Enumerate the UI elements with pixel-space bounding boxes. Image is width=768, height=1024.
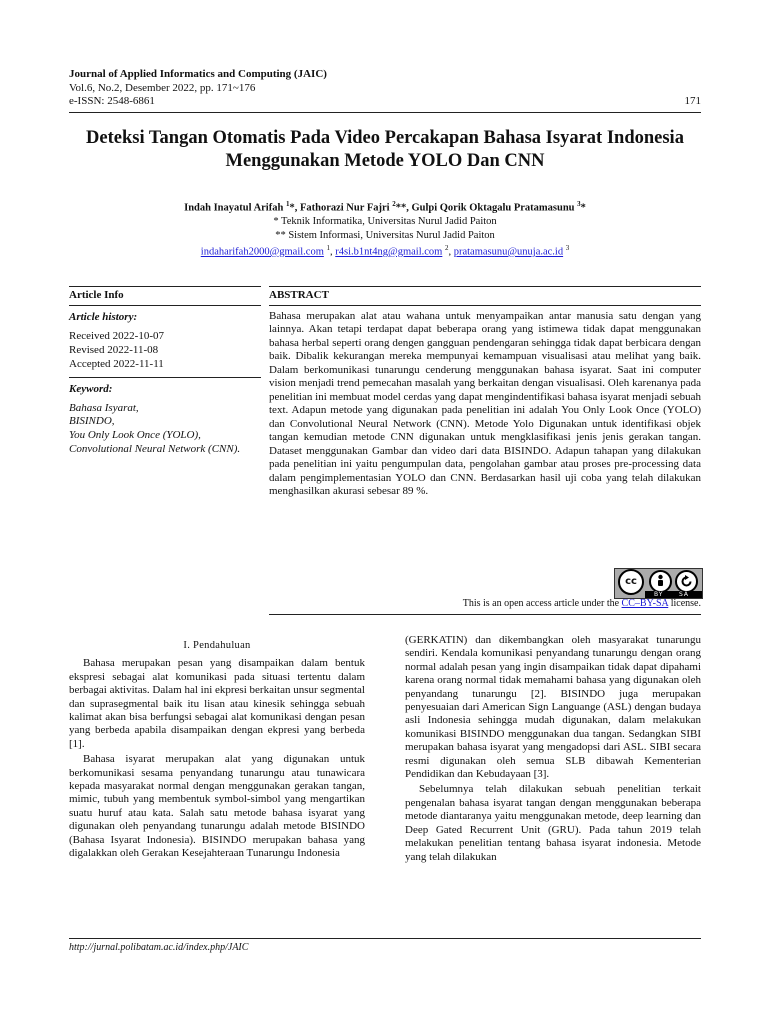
email-link-1[interactable]: indaharifah2000@gmail.com — [200, 246, 324, 258]
author-3: Gulpi Qorik Oktagalu Pratamasunu — [411, 202, 578, 214]
article-info — [69, 286, 261, 456]
badge-sa-label: SA — [679, 591, 690, 598]
article-info-heading: Article Info — [69, 286, 261, 306]
keyword-item: Convolutional Neural Network (CNN). — [69, 442, 241, 455]
email-1-sup: 1 — [326, 244, 330, 252]
body-paragraph: (GERKATIN) dan dikembangkan oleh masyarakat tunarungu sendiri. Kendala komunikasi penyandang tunarungu dengan orang normal adalah pesan yang ingin disampaikan tidak dapat dipahami karena orang normal tidak memahami bahasa yang digunakan oleh penyandang tunarungu [2]. BISINDO juga merupakan penyesuaian dari American Sign Languange (ASL) dengan budaya asli Indonesia sehingga mudah digunakan, dalam melakukan komunikasi BISINDO menggunakan dua tangan. Sedangkan SIBI merupakan bahasa isyarat yang mengadopsi dari ASL. SIBI secara resmi digunakan oleh semua SLB dibawah Kementerian Pendidikan dan Kebudayaan [3]. — [405, 634, 701, 781]
badge-by-label: BY — [654, 591, 664, 598]
journal-issn: e-ISSN: 2548-6861 — [69, 95, 155, 107]
header-divider — [69, 112, 701, 113]
author-names — [69, 198, 701, 215]
accepted-date: Accepted 2022-11-11 — [69, 358, 164, 371]
abstract — [269, 286, 701, 499]
abstract-bottom-divider — [269, 614, 701, 615]
email-link-3[interactable]: pratamasunu@unuja.ac.id — [453, 246, 564, 258]
author-2: Fathorazi Nur Fajri — [299, 202, 393, 214]
footer-url[interactable]: http://jurnal.polibatam.ac.id/index.php/JAIC — [69, 942, 249, 953]
license-link[interactable]: CC–BY-SA — [621, 598, 669, 609]
cc-by-sa-badge[interactable] — [614, 568, 703, 599]
journal-volume: Vol.6, No.2, Desember 2022, pp. 171~176 — [69, 81, 256, 94]
section-title — [69, 639, 365, 652]
affiliation-1: * Teknik Informatika, Universitas Nurul Jadid Paiton — [273, 216, 497, 227]
paper-title: Deteksi Tangan Otomatis Pada Video Percakapan Bahasa Isyarat Indonesia Menggunakan Metode YOLO Dan CNN — [86, 128, 684, 171]
section-title-text: I. Pendahuluan — [183, 640, 251, 651]
license-note — [269, 598, 701, 609]
email-link-2[interactable]: r4si.b1nt4ng@gmail.com — [335, 246, 443, 258]
email-sep-1: , — [330, 246, 336, 258]
article-history — [69, 329, 261, 371]
journal-header — [69, 68, 701, 109]
footer-divider — [69, 938, 701, 939]
body-paragraph: Sebelumnya telah dilakukan sebuah penelitian terkait pengenalan bahasa isyarat tangan dengan menggunakan beberapa metode diantaranya yaitu menggunakan metode, deep learning dan Deep Gated Recurrent Unit (GRU). Pada tahun 2019 telah melakukan penelitian tentang bahasa isyarat indonesia. Metode yang telah dilakukan — [405, 783, 701, 863]
email-3-sup: 3 — [565, 244, 570, 252]
author-1-mark: *, — [289, 202, 300, 214]
affiliation-2: ** Sistem Informasi, Universitas Nurul Jadid Paiton — [275, 229, 495, 241]
page-number: 171 — [684, 95, 701, 107]
author-3-sup: 3 — [577, 200, 581, 208]
author-1: Indah Inayatul Arifah — [184, 202, 286, 214]
badge-strip — [645, 591, 702, 598]
license-note-suffix: license. — [668, 598, 701, 609]
body-paragraph: Bahasa merupakan pesan yang disampaikan dalam bentuk ekspresi sebagai alat komunikasi pada situasi tertentu dalam berbagai aktivitas. Dalam hal ini ekpresi berkaitan unsur segmental dan suprasegmental baik itu lisan atau kinesik sehingga sebuah kalimat akan bisa berfungsi sebagai alat komunikasi dengan pesan yang berbeda apabila disampaikan dengan ekpresi yang berbeda [1]. — [69, 657, 365, 750]
author-1-sup: 1 — [285, 200, 290, 208]
author-2-mark: **, — [395, 202, 412, 214]
abstract-heading: ABSTRACT — [269, 286, 701, 306]
cc-icon: cc — [618, 569, 644, 595]
keyword-item: Bahasa Isyarat, — [69, 401, 139, 414]
keyword-item: You Only Look Once (YOLO), — [69, 428, 201, 441]
author-emails — [69, 242, 701, 259]
email-sep-2: , — [448, 246, 454, 258]
body-column-left — [69, 634, 365, 863]
journal-name: Journal of Applied Informatics and Computing (JAIC) — [69, 68, 327, 80]
keyword-divider — [69, 377, 261, 378]
keyword-item: BISINDO, — [69, 415, 115, 428]
keyword-heading: Keyword: — [69, 383, 113, 396]
keyword-list — [69, 402, 261, 456]
author-3-mark: * — [580, 202, 586, 214]
license-note-text: This is an open access article under the — [462, 598, 622, 609]
share-alike-icon — [675, 570, 698, 593]
received-date: Received 2022-10-07 — [69, 330, 164, 343]
email-2-sup: 2 — [444, 244, 449, 252]
author-block — [69, 198, 701, 259]
revised-date: Revised 2022-11-08 — [69, 344, 159, 357]
abstract-text: Bahasa merupakan alat atau wahana untuk menyampaikan antar manusia satu dengan yang lainnya. Akan tetapi terdapat dapat beberapa orang yang istimewa tidak dapat menggunakan bahasa herbal seperti orang dengen gangguan pendengaran sehingga tidak dapat berbicara dengan baik. Dibalik kekurangan mereka mempunyai kemampuan visualisasi atau melihat yang baik. Dalam berkomunikasi tunarungu cenderung menggunakan bahasa isyarat. Saat ini computer vision menjadi trend pemecahan masalah yang berkaitan dengan visualisasi. Oleh karenanya pada penelitian ini membuat model cerdas yang dapat mengindentifikasi bahasa isyarat menjadi sebuah text. Adapun metode yang digunakan pada penelitian ini adalah You Only Look Once (YOLO) dan Convolutional Neural Network (CNN). Metode Yolo Digunakan untuk identifikasi objek tangan kemudian metode CNN digunakan untuk mengklasifikasi jenis jenis gerakan tangan. Dataset menggunakan Gambar dan video dari data BISINDO. Adapun tahapan yang dilakukan pada penelitian ini yaitu pengumpulan data, pengolahan gambar atau proses pre-processing data dalam pengimplementasian YOLO dan CNN. Berdasarkan hasil uji coba yang telah dilakukan menghasilkan akurasi sebesar 89 %. — [269, 309, 701, 497]
body-column-right — [405, 634, 701, 866]
article-history-heading: Article history: — [69, 310, 138, 323]
body-paragraph: Bahasa isyarat merupakan alat yang digunakan untuk berkomunikasi sesama penyandang tunarungu atau tunawicara kepada masyarakat normal dengan menggunakan gerakan tangan, mimic, tubuh yang membentuk symbol-simbol yang mengartikan suatu huruf atau kata. Salah satu metode bahasa isyarat yang digunakan oleh penyandang tunarungu adalah metode BISINDO (Bahasa Isyarat Indonesia). BISINDO merupakan bahasa yang digalakkan oleh Gerakan Kesejahteraan Tunarungu Indonesia — [69, 753, 365, 860]
person-icon — [649, 570, 672, 593]
author-2-sup: 2 — [392, 200, 396, 208]
